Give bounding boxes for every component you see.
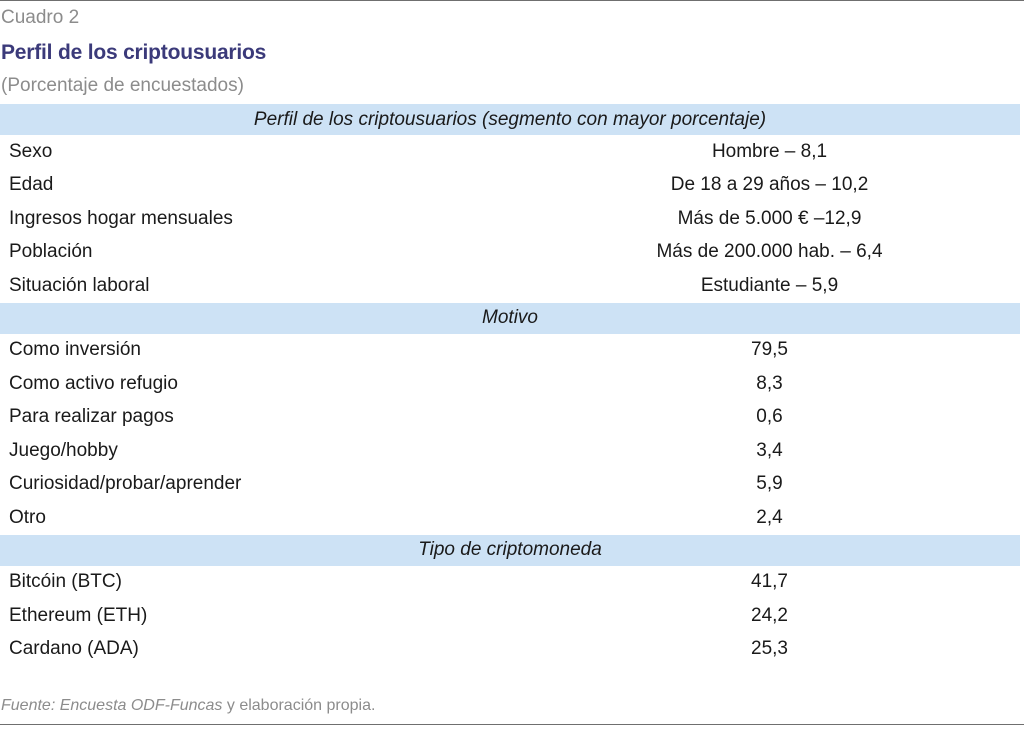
source-note	[1, 697, 375, 715]
row-value: Más de 5.000 € –12,9	[677, 207, 862, 229]
row-label: Como activo refugio	[9, 372, 178, 394]
top-rule	[0, 0, 1024, 1]
row-value: 25,3	[751, 638, 788, 660]
section-header-label: Perfil de los criptousuarios (segmento con mayor porcentaje)	[0, 104, 1020, 135]
table-row	[0, 599, 1020, 633]
table-number: Cuadro 2	[1, 7, 80, 28]
table-row	[0, 269, 1020, 303]
row-label: Como inversión	[9, 339, 141, 361]
section-header-tipo	[0, 535, 1020, 566]
table-row	[0, 468, 1020, 502]
row-value: 2,4	[756, 506, 783, 528]
table-row	[0, 434, 1020, 468]
row-label: Juego/hobby	[9, 439, 118, 461]
row-value: 79,5	[751, 339, 788, 361]
section-header-motivo	[0, 303, 1020, 334]
row-label: Para realizar pagos	[9, 406, 174, 428]
row-label: Ethereum (ETH)	[9, 604, 148, 626]
row-value: Estudiante – 5,9	[700, 274, 839, 296]
data-table	[0, 104, 1020, 666]
row-value: 0,6	[756, 406, 783, 428]
row-label: Población	[9, 241, 93, 263]
row-label: Situación laboral	[9, 274, 150, 296]
table-row	[0, 367, 1020, 401]
row-value: Hombre – 8,1	[711, 140, 828, 162]
row-label: Bitcóin (BTC)	[9, 571, 122, 593]
row-label: Ingresos hogar mensuales	[9, 207, 233, 229]
row-value: 24,2	[751, 604, 788, 626]
table-row	[0, 566, 1020, 600]
table-row	[0, 236, 1020, 270]
row-label: Edad	[9, 174, 54, 196]
row-value: 3,4	[756, 439, 783, 461]
source-suffix: y elaboración propia.	[222, 697, 376, 714]
row-value: 41,7	[751, 571, 788, 593]
table-subtitle: (Porcentaje de encuestados)	[1, 75, 244, 96]
table-row	[0, 135, 1020, 169]
table-row	[0, 501, 1020, 535]
table-row	[0, 633, 1020, 667]
source-prefix: Fuente: Encuesta ODF-Funcas	[1, 697, 223, 714]
table-row	[0, 334, 1020, 368]
table-row	[0, 202, 1020, 236]
row-label: Cardano (ADA)	[9, 638, 139, 660]
section-header-label: Motivo	[0, 303, 1020, 334]
row-label: Sexo	[9, 140, 53, 162]
row-label: Curiosidad/probar/aprender	[9, 473, 242, 495]
row-value: De 18 a 29 años – 10,2	[670, 174, 869, 196]
bottom-rule	[0, 724, 1024, 725]
row-value: 5,9	[756, 473, 783, 495]
table-title: Perfil de los criptousuarios	[1, 41, 267, 64]
section-header-perfil	[0, 104, 1020, 135]
table-row	[0, 169, 1020, 203]
row-value: Más de 200.000 hab. – 6,4	[656, 241, 883, 263]
table-row	[0, 401, 1020, 435]
row-label: Otro	[9, 506, 46, 528]
section-header-label: Tipo de criptomoneda	[0, 535, 1020, 566]
row-value: 8,3	[756, 372, 783, 394]
